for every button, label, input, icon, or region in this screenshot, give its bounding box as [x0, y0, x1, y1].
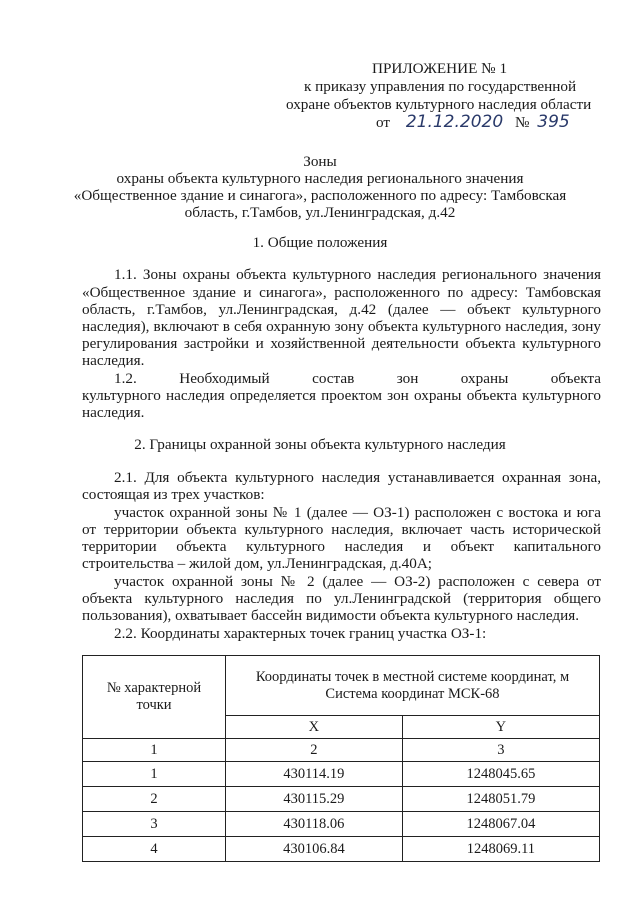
y-header: Y — [402, 716, 599, 739]
heading-line-3: «Общественное здание и синагога», расположенного по адресу: Тамбовская — [73, 187, 567, 204]
table-row — [83, 762, 600, 787]
section-1-paragraph-1-line: наследия), включают в себя охранную зону объекта культурного наследия, зону — [82, 318, 601, 335]
appendix-title: ПРИЛОЖЕНИЕ № 1 — [372, 60, 508, 77]
table-cell: 1248051.79 — [402, 787, 599, 812]
table-cell: 430114.19 — [226, 762, 403, 787]
table-cell: 430118.06 — [226, 812, 403, 837]
section-1-paragraph-2-line: наследия. — [82, 404, 145, 421]
point-number-header: № характерной точки — [83, 656, 226, 739]
appendix-line-1: к приказу управления по государственной — [304, 78, 577, 95]
section-1-paragraph-1-line: 1.1. Зоны охраны объекта культурного наследия регионального значения — [114, 266, 601, 283]
table-cell: 3 — [83, 812, 226, 837]
heading-line-4: область, г.Тамбов, ул.Ленинградская, д.42 — [184, 204, 456, 221]
heading-zones: Зоны — [303, 153, 337, 170]
section-2-paragraph-line: 2.1. Для объекта культурного наследия устанавливается охранная зона, — [114, 469, 601, 486]
group-header-line-2: Система координат МСК-68 — [325, 685, 500, 702]
section-2-paragraph-line: от территории объекта культурного наследия, включает часть исторической — [82, 521, 601, 538]
section-2-paragraph-line: территории объекта культурного наследия и объект капитального — [82, 538, 601, 555]
coordinates-group-header — [226, 656, 600, 716]
table-row — [83, 812, 600, 837]
table-cell: 430106.84 — [226, 837, 403, 862]
heading-line-2: охраны объекта культурного наследия регионального значения — [116, 170, 524, 187]
number-sign: № — [514, 114, 530, 131]
table-cell: 1248069.11 — [402, 837, 599, 862]
section-2-paragraph-line: строительства – жилой дом, ул.Ленинградская, д.40А; — [82, 555, 433, 572]
section-1-paragraph-1-line: «Общественное здание и синагога», расположенного по адресу: Тамбовская — [82, 284, 601, 301]
table-cell: 4 — [83, 837, 226, 862]
section-1-paragraph-1-line: область, г.Тамбов, ул.Ленинградская, д.42 (далее — объект культурного — [82, 301, 601, 318]
table-cell: 2 — [83, 787, 226, 812]
section-2-title: 2. Границы охранной зоны объекта культурного наследия — [134, 436, 506, 453]
date-prefix: от — [376, 114, 391, 131]
section-2-paragraph-line: участок охранной зоны № 1 (далее — ОЗ-1) расположен с востока и юга — [114, 504, 601, 521]
section-1-paragraph-2-line: 1.2. Необходимый состав зон охраны объекта — [114, 370, 601, 387]
section-2-paragraph-line: участок охранной зоны № 2 (далее — ОЗ-2) расположен с севера от — [114, 573, 601, 590]
coordinates-table — [82, 655, 600, 862]
table-cell: 3 — [402, 739, 599, 762]
handwritten-number: 395 — [537, 112, 570, 132]
table-cell: 1248045.65 — [402, 762, 599, 787]
x-header: X — [226, 716, 403, 739]
section-2-paragraph-line: объекта культурного наследия по ул.Ленинградской (территория общего — [82, 590, 601, 607]
appendix-line-2: охране объектов культурного наследия области — [286, 96, 592, 113]
table-index-row — [83, 739, 600, 762]
table-cell: 430115.29 — [226, 787, 403, 812]
section-1-paragraph-2-line: культурного наследия определяется проектом зон охраны объекта культурного — [82, 387, 601, 404]
table-cell: 1 — [83, 739, 226, 762]
section-1-title: 1. Общие положения — [252, 234, 388, 251]
section-1-paragraph-1-line: наследия. — [82, 352, 145, 369]
table-row — [83, 837, 600, 862]
section-2-paragraph-line: состоящая из трех участков: — [82, 486, 265, 503]
group-header-line-1: Координаты точек в местной системе координат, м — [255, 668, 570, 685]
section-2-paragraph-line: пользования), охватывает бассейн видимости объекта культурного наследия. — [82, 607, 580, 624]
section-2-2-paragraph: 2.2. Координаты характерных точек границ участка ОЗ-1: — [114, 625, 487, 642]
table-cell: 1 — [83, 762, 226, 787]
section-1-paragraph-1-line: регулирования застройки и хозяйственной деятельности объекта культурного — [82, 335, 601, 352]
table-row — [83, 787, 600, 812]
table-header-row — [83, 656, 600, 716]
table-cell: 2 — [226, 739, 403, 762]
handwritten-date: 21.12.2020 — [405, 112, 504, 132]
table-cell: 1248067.04 — [402, 812, 599, 837]
appendix-date-line — [376, 113, 570, 132]
